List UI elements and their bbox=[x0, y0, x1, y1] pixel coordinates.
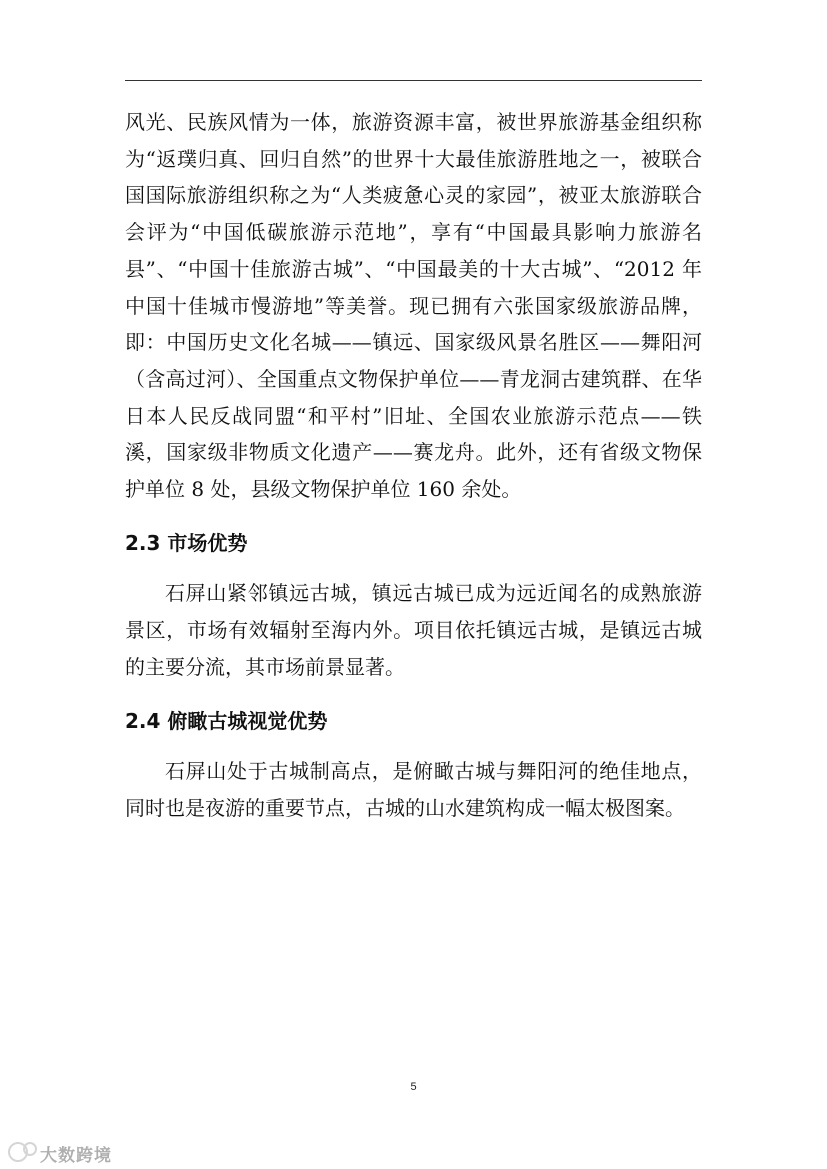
watermark-text: 大数跨境 bbox=[40, 1146, 112, 1166]
section-heading-2-4: 2.4 俯瞰古城视觉优势 bbox=[125, 708, 328, 733]
section-2-4-paragraph: 石屏山处于古城制高点，是俯瞰古城与舞阳河的绝佳地点，同时也是夜游的重要节点，古城的山水建筑构成一幅太极图案。 bbox=[125, 759, 702, 820]
section-heading-2-3: 2.3 市场优势 bbox=[125, 530, 248, 555]
page-content bbox=[125, 104, 702, 827]
intro-paragraph: 风光、民族风情为一体，旅游资源丰富，被世界旅游基金组织称为“返璞归真、回归自然”的世界十大最佳旅游胜地之一，被联合国国际旅游组织称之为“人类疲惫心灵的家园”，被亚太旅游联合会评为“中国低碳旅游示范地”，享有“中国最具影响力旅游名县”、“中国十佳旅游古城”、“中国最美的十大古城”、“2012 年中国十佳城市慢游地”等美誉。现已拥有六张国家级旅游品牌，即：中国历史文化名城——镇远、国家级风景名胜区——舞阳河（含高过河）、全国重点文物保护单位——青龙洞古建筑群、在华日本人民反战同盟“和平村”旧址、全国农业旅游示范点——铁溪，国家级非物质文化遗产——赛龙舟。此外，还有省级文物保护单位 8 处，县级文物保护单位 160 余处。 bbox=[125, 110, 702, 502]
header-rule bbox=[125, 80, 702, 81]
section-2-3-paragraph: 石屏山紧邻镇远古城，镇远古城已成为远近闻名的成熟旅游景区，市场有效辐射至海内外。项目依托镇远古城，是镇远古城的主要分流，其市场前景显著。 bbox=[125, 581, 702, 679]
page-number: 5 bbox=[410, 1081, 417, 1093]
